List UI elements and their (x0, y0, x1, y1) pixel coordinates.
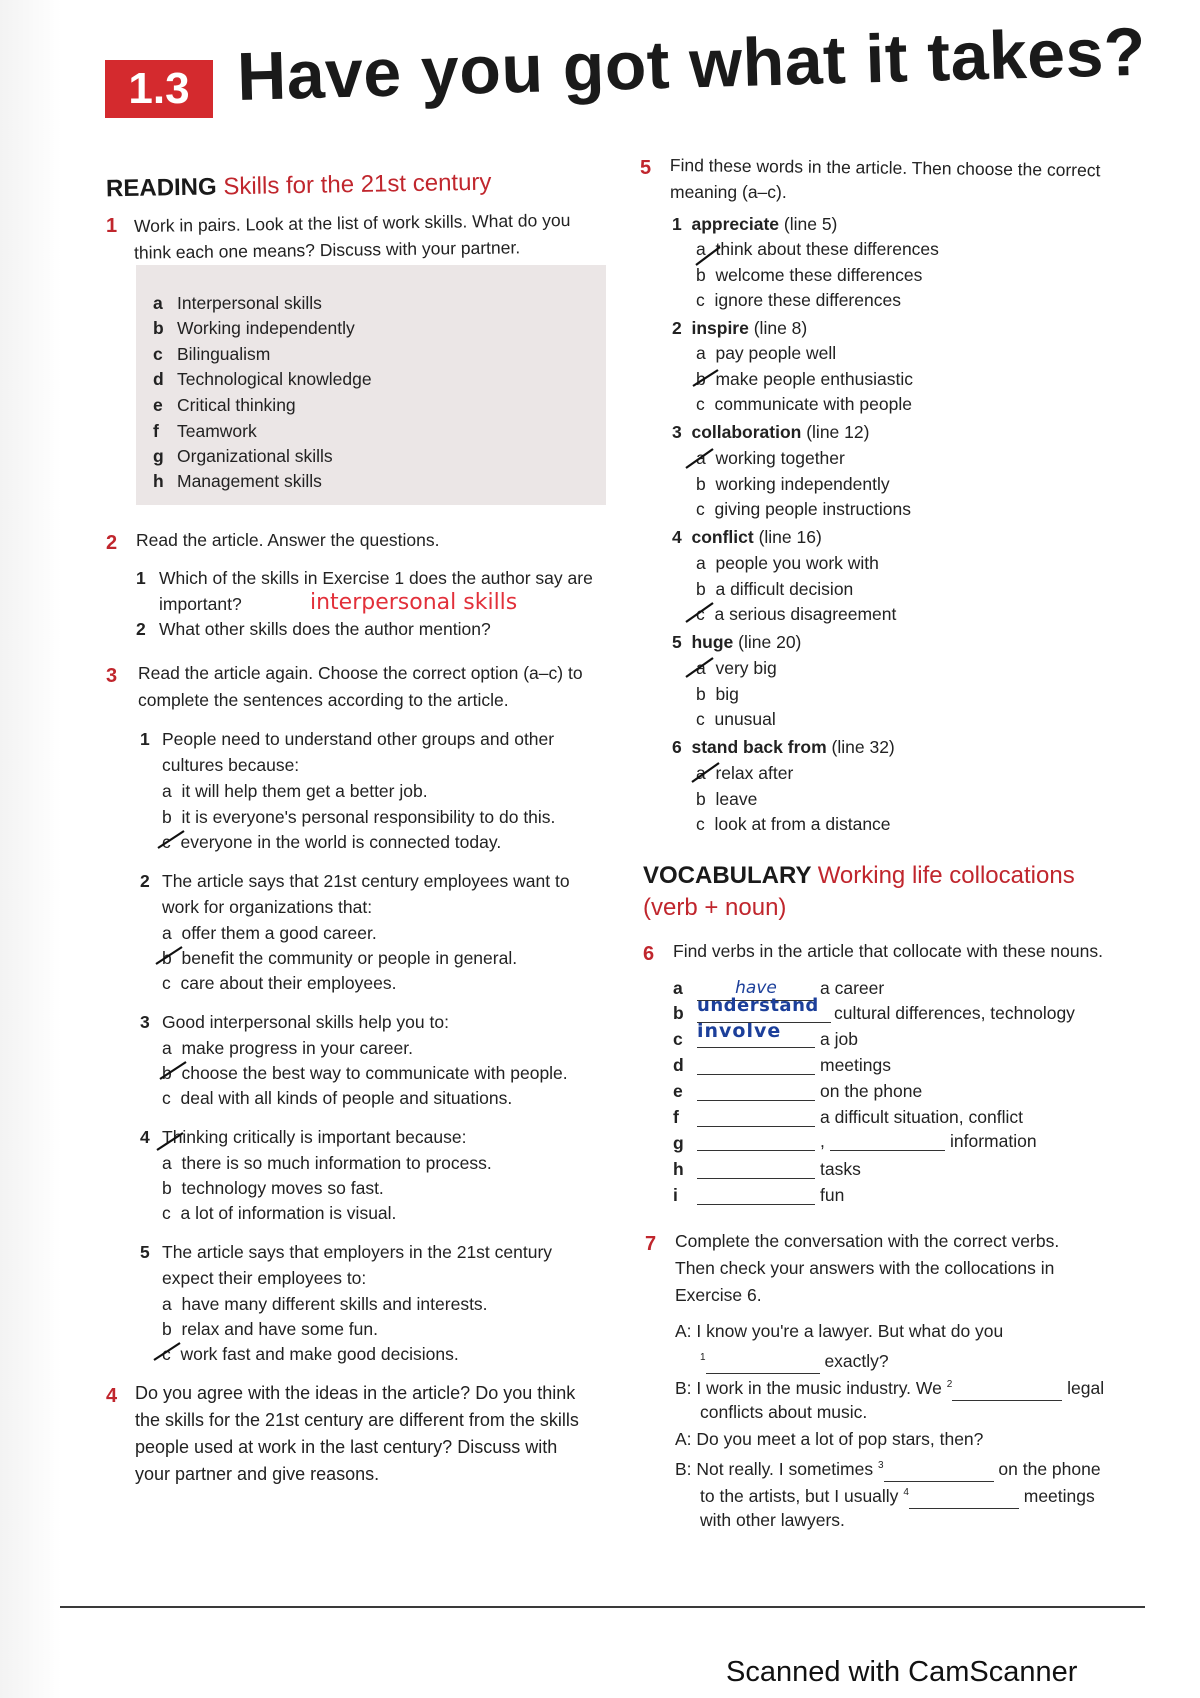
skill-item: g Organizational skills (153, 446, 333, 466)
check-mark-icon (684, 655, 714, 679)
check-mark-icon (684, 446, 714, 470)
check-mark-icon (684, 600, 714, 624)
skill-item: b Working independently (153, 318, 355, 338)
dialogue-line-b2-cont2: with other lawyers. (700, 1510, 845, 1530)
ex6-answer-b[interactable]: understand (697, 995, 831, 1023)
ex6-answer-a[interactable]: have (697, 978, 815, 1001)
vocabulary-label: VOCABULARY (643, 862, 812, 889)
ex6-noun-a: a career (820, 978, 885, 998)
check-mark-icon (690, 366, 720, 390)
ex3-q1-option-c: c everyone in the world is connected today. (162, 832, 502, 852)
ex3-q3-stem1: Good interpersonal skills help you to: (162, 1012, 449, 1032)
ex5-item-5-option-c: c unusual (696, 709, 776, 729)
ex5-item-4-option-c: c a serious disagreement (696, 604, 897, 624)
ex6-letter-c: c (673, 1029, 683, 1049)
exercise-2-q2-number: 2 (136, 619, 146, 639)
dialogue-blank-3[interactable] (884, 1463, 994, 1482)
ex3-q2-stem1: The article says that 21st century employees want to (162, 871, 570, 891)
ex3-q3-number: 3 (140, 1012, 150, 1032)
dialogue-line-a1-cont: $^1$ exactly? (700, 1345, 889, 1374)
vocabulary-subheading-line2: (verb + noun) (643, 894, 787, 921)
ex3-q1-stem1: People need to understand other groups and other (162, 729, 555, 749)
exercise-2-q2: What other skills does the author mention? (159, 619, 491, 639)
ex5-item-3: 3 collaboration (line 12) (672, 422, 870, 442)
ex3-q1-option-a: a it will help them get a better job. (162, 781, 428, 801)
ex5-item-4-option-a: a people you work with (696, 553, 879, 573)
dialogue-blank-4[interactable] (909, 1490, 1019, 1509)
ex5-item-1-option-c: c ignore these differences (696, 290, 901, 310)
exercise-1-instruction-line1: Work in pairs. Look at the list of work skills. What do you (133, 209, 571, 237)
ex3-q2-option-c: c care about their employees. (162, 973, 397, 993)
page-footer-rule (60, 1606, 1145, 1608)
ex6-letter-f: f (673, 1107, 679, 1127)
reading-heading (106, 169, 492, 204)
exercise-4-line4: your partner and give reasons. (135, 1464, 380, 1484)
ex5-item-5-option-b: b big (696, 684, 739, 704)
ex5-item-6: 6 stand back from (line 32) (672, 737, 895, 757)
skill-item: h Management skills (153, 471, 322, 491)
ex5-item-6-option-c: c look at from a distance (696, 814, 891, 834)
ex6-noun-f: a difficult situation, conflict (820, 1107, 1023, 1127)
ex3-q5-option-b: b relax and have some fun. (162, 1319, 378, 1339)
ex6-answer-g1-blank[interactable] (697, 1150, 815, 1151)
dialogue-line-b2: B: Not really. I sometimes $^3$ on the phone (675, 1453, 1101, 1482)
ex3-q5-stem2: expect their employees to: (162, 1268, 367, 1288)
exercise-6-number: 6 (643, 943, 655, 965)
ex5-item-6-option-a: a relax after (696, 763, 794, 783)
dialogue-line-b1-cont: conflicts about music. (700, 1402, 868, 1422)
ex5-item-2: 2 inspire (line 8) (672, 318, 808, 338)
ex6-letter-i: i (673, 1185, 678, 1205)
exercise-4-number: 4 (106, 1385, 118, 1407)
check-mark-icon (155, 1130, 185, 1154)
exercise-7-instruction-line2: Then check your answers with the collocations in (675, 1258, 1055, 1278)
ex5-item-3-option-b: b working independently (696, 474, 890, 494)
ex5-item-4-option-b: b a difficult decision (696, 579, 854, 599)
ex6-answer-i-blank[interactable] (697, 1204, 815, 1205)
dialogue-line-a2: A: Do you meet a lot of pop stars, then? (675, 1429, 984, 1449)
exercise-1-number: 1 (106, 215, 118, 237)
ex3-q5-option-c: c work fast and make good decisions. (162, 1344, 459, 1364)
ex6-letter-b: b (673, 1003, 684, 1023)
ex5-item-1-option-b: b welcome these differences (696, 265, 923, 285)
exercise-7-instruction-line1: Complete the conversation with the correct verbs. (675, 1231, 1060, 1251)
exercise-2-q1-line1: Which of the skills in Exercise 1 does the author say are (159, 568, 593, 588)
ex3-q1-number: 1 (140, 729, 150, 749)
check-mark-icon (158, 1059, 188, 1083)
ex3-q3-option-b: b choose the best way to communicate with people. (162, 1063, 568, 1083)
ex6-noun-d: meetings (820, 1055, 892, 1075)
ex5-item-3-option-c: c giving people instructions (696, 499, 911, 519)
ex5-item-3-option-a: a working together (696, 448, 845, 468)
exercise-2-instruction: Read the article. Answer the questions. (136, 530, 440, 550)
dialogue-blank-1[interactable] (706, 1355, 820, 1374)
ex3-q5-option-a: a have many different skills and interests. (162, 1294, 488, 1314)
skill-item: d Technological knowledge (153, 369, 372, 389)
ex6-letter-a: a (673, 978, 683, 998)
unit-number-badge: 1.3 (105, 60, 213, 118)
ex3-q4-stem1: Thinking critically is important because: (162, 1127, 467, 1147)
exercise-3-instruction-line1: Read the article again. Choose the correct option (a–c) to (138, 663, 583, 683)
exercise-4-line3: people used at work in the last century? Discuss with (135, 1437, 558, 1457)
vocabulary-heading (643, 862, 1075, 890)
ex6-answer-e-blank[interactable] (697, 1100, 815, 1101)
ex6-answer-d-blank[interactable] (697, 1074, 815, 1075)
exercise-4-line2: the skills for the 21st century are different from the skills (135, 1410, 579, 1430)
check-mark-icon (690, 760, 720, 784)
scanner-watermark: Scanned with CamScanner (726, 1656, 1078, 1688)
ex6-noun-c: a job (820, 1029, 858, 1049)
ex5-item-1: 1 appreciate (line 5) (672, 214, 838, 234)
dialogue-line-a1: A: I know you're a lawyer. But what do you (675, 1321, 1004, 1341)
ex6-noun-i: fun (820, 1185, 845, 1205)
ex3-q3-option-c: c deal with all kinds of people and situations. (162, 1088, 513, 1108)
dialogue-line-b1: B: I work in the music industry. We $^2$ legal (675, 1372, 1104, 1401)
ex3-q4-option-c: c a lot of information is visual. (162, 1203, 397, 1223)
ex3-q2-number: 2 (140, 871, 150, 891)
ex6-noun-g: information (950, 1131, 1037, 1151)
check-mark-icon (154, 944, 184, 968)
ex6-answer-h-blank[interactable] (697, 1178, 815, 1179)
ex3-q4-number: 4 (140, 1127, 150, 1147)
exercise-3-number: 3 (106, 665, 118, 687)
exercise-2-q1-line2: important? (159, 594, 242, 614)
ex6-noun-e: on the phone (820, 1081, 923, 1101)
ex6-noun-h: tasks (820, 1159, 861, 1179)
ex5-item-5: 5 huge (line 20) (672, 632, 802, 652)
ex3-q5-number: 5 (140, 1242, 150, 1262)
skill-item: c Bilingualism (153, 344, 271, 364)
reading-subheading: Skills for the 21st century (223, 168, 492, 201)
check-mark-icon (693, 244, 723, 268)
reading-label: READING (105, 173, 217, 203)
ex6-letter-h: h (673, 1159, 684, 1179)
skill-item: e Critical thinking (153, 395, 296, 415)
ex6-noun-b: cultural differences, technology (834, 1003, 1075, 1023)
ex6-comma-g: , (820, 1131, 825, 1151)
check-mark-icon (156, 828, 186, 852)
ex6-letter-e: e (673, 1081, 683, 1101)
page-edge-shadow (0, 0, 62, 1698)
ex6-answer-c[interactable]: involve (697, 1020, 815, 1048)
ex3-q2-option-b: b benefit the community or people in general. (162, 948, 518, 968)
ex3-q3-option-a: a make progress in your career. (162, 1038, 413, 1058)
ex3-q4-option-a: a there is so much information to process. (162, 1153, 492, 1173)
ex6-answer-g2-blank[interactable] (830, 1150, 945, 1151)
ex3-q2-option-a: a offer them a good career. (162, 923, 377, 943)
ex5-item-2-option-c: c communicate with people (696, 394, 912, 414)
ex3-q1-option-b: b it is everyone's personal responsibility to do this. (162, 807, 556, 827)
dialogue-line-b2-cont: to the artists, but I usually $^4$ meetings (700, 1480, 1095, 1509)
page-title: Have you got what it takes? (236, 13, 1147, 115)
exercise-5-instruction-line1: Find these words in the article. Then choose the correct (669, 154, 1101, 181)
exercise-4-line1: Do you agree with the ideas in the article? Do you think (135, 1383, 576, 1403)
exercise-3-instruction-line2: complete the sentences according to the article. (138, 690, 509, 710)
exercise-2-number: 2 (106, 532, 118, 554)
ex5-item-2-option-a: a pay people well (696, 343, 837, 363)
exercise-2-q1-number: 1 (136, 568, 146, 588)
ex5-item-6-option-b: b leave (696, 789, 758, 809)
exercise-1-instruction-line2: think each one means? Discuss with your partner. (133, 237, 521, 263)
ex3-q4-option-b: b technology moves so fast. (162, 1178, 384, 1198)
ex5-item-1-option-a: a think about these differences (696, 239, 939, 259)
vocabulary-subheading: Working life collocations (817, 862, 1075, 889)
exercise-7-instruction-line3: Exercise 6. (675, 1285, 762, 1305)
exercise-5-number: 5 (640, 157, 652, 179)
handwritten-answer-interpersonal-skills: interpersonal skills (310, 590, 518, 615)
ex5-item-2-option-b: b make people enthusiastic (696, 369, 913, 389)
ex6-letter-g: g (673, 1133, 684, 1153)
ex6-letter-d: d (673, 1055, 684, 1075)
ex3-q5-stem1: The article says that employers in the 21st century (162, 1242, 553, 1262)
dialogue-blank-2[interactable] (952, 1382, 1062, 1401)
ex3-q2-stem2: work for organizations that: (162, 897, 373, 917)
skill-item: f Teamwork (153, 421, 257, 441)
ex5-item-5-option-a: a very big (696, 658, 777, 678)
ex5-item-4: 4 conflict (line 16) (672, 527, 822, 547)
check-mark-icon (152, 1340, 182, 1364)
exercise-7-number: 7 (645, 1233, 657, 1255)
ex3-q1-stem2: cultures because: (162, 755, 300, 775)
ex6-answer-f-blank[interactable] (697, 1126, 815, 1127)
exercise-5-instruction-line2: meaning (a–c). (670, 182, 787, 202)
skill-item: a Interpersonal skills (153, 293, 322, 313)
exercise-6-instruction: Find verbs in the article that collocate with these nouns. (673, 941, 1103, 961)
